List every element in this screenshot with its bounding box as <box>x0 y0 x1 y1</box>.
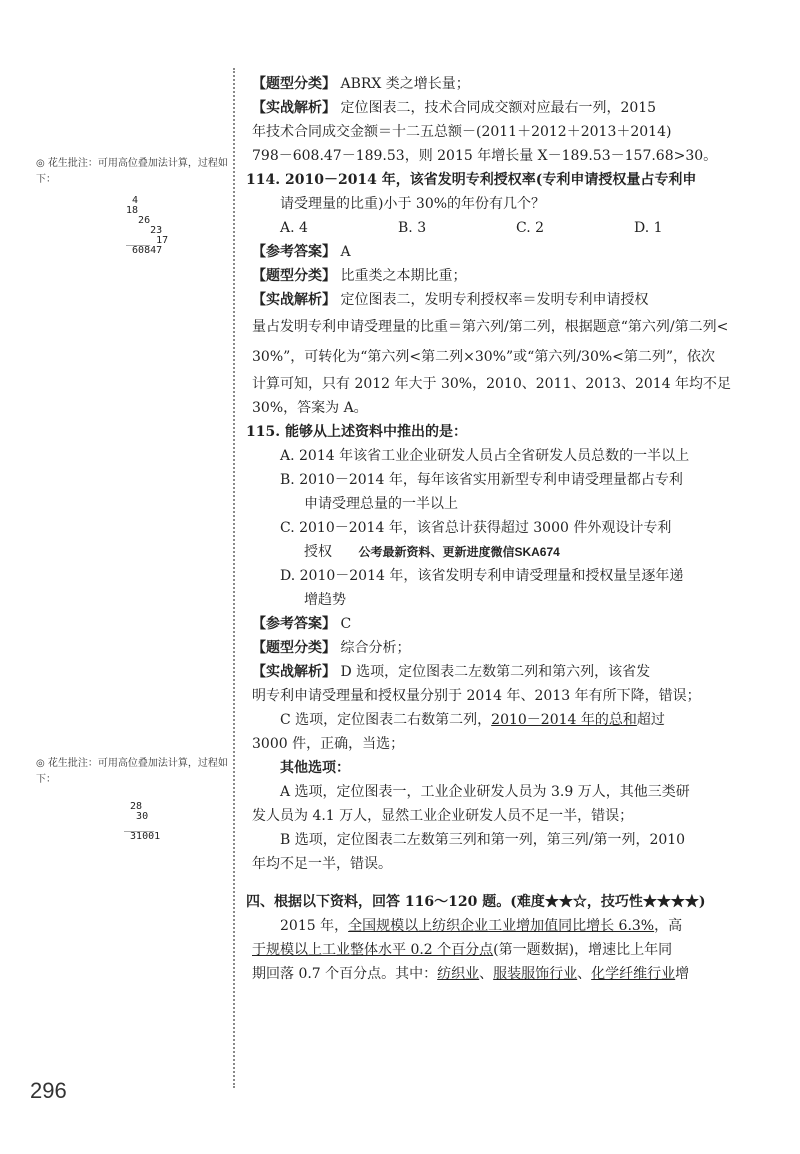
option-d: D. 1 <box>634 220 663 236</box>
analysis-c: C 选项，定位图表二右数第二列，2010－2014 年的总和超过 <box>280 712 665 728</box>
sidenote-calc-1: 4 18 26 23 ____ 17 60847 <box>126 195 169 256</box>
q113-analysis <box>252 96 772 120</box>
analysis-line: 计算可知，只有 2012 年大于 30%，2010、2011、2013、2014 年均不足 <box>252 376 732 392</box>
question-text: 能够从上述资料中推出的是： <box>284 424 467 440</box>
option-b: B. 3 <box>398 220 427 236</box>
option-b-cont: 申请受理总量的一半以上 <box>304 496 458 512</box>
material-line: 期回落 0.7 个百分点。其中：纺织业、服装服饰行业、化学纤维行业增 <box>252 966 690 982</box>
type-text: 比重类之本期比重； <box>340 268 467 284</box>
sidenote-label: ◎ 花生批注：可用高位叠加法计算，过程如下： <box>36 758 228 785</box>
option-d-cont: 增趋势 <box>304 592 346 608</box>
material-line: 2015 年，全国规模以上纺织企业工业增加值同比增长 6.3%，高 <box>280 918 683 934</box>
question-number: 115. <box>246 424 281 440</box>
analysis-tag: 【实战解析】 <box>252 292 336 308</box>
answer-tag: 【参考答案】 <box>252 244 336 260</box>
analysis-line: 年技术合同成交金额＝十二五总额－(2011＋2012＋2013＋2014) <box>252 124 672 140</box>
underlined-text: 2010－2014 年的总和 <box>491 712 637 728</box>
analysis-line: 30%”，可转化为“第六列<第二列×30%”或“第六列/30%<第二列”，依次 <box>252 349 716 365</box>
q114-type <box>252 264 772 288</box>
underlined-text: 全国规模以上纺织企业工业增加值同比增长 6.3% <box>348 918 655 934</box>
analysis-line: 30%，答案为 A。 <box>252 400 368 416</box>
sidenote-label: ◎ 花生批注：可用高位叠加法计算，过程如下： <box>36 158 228 185</box>
analysis-line: 798－608.47－189.53，则 2015 年增长量 X－189.53－157.68>30。 <box>252 148 718 164</box>
q114-stem <box>246 168 772 192</box>
question-text: 2010－2014 年，该省发明专利授权率(专利申请授权量占专利申 <box>284 172 697 188</box>
other-options-title: 其他选项： <box>280 760 350 776</box>
analysis-line: 定位图表二，技术合同成交额对应最右一列，2015 <box>340 100 657 116</box>
q115-stem <box>246 420 772 444</box>
sidenote-2 <box>0 756 232 788</box>
analysis-tag: 【实战解析】 <box>252 100 336 116</box>
analysis-tag: 【实战解析】 <box>252 664 336 680</box>
other-option-a-cont: 发人员为 4.1 万人，显然工业企业研发人员不足一半，错误； <box>252 808 634 824</box>
option-c: C. 2010－2014 年，该省总计获得超过 3000 件外观设计专利 <box>280 520 672 536</box>
q115-answer <box>252 612 772 636</box>
q115-type <box>252 636 772 660</box>
underlined-text: 于规模以上工业整体水平 0.2 个百分点 <box>252 942 494 958</box>
material-line: 于规模以上工业整体水平 0.2 个百分点(第一题数据)，增速比上年同 <box>252 942 673 958</box>
analysis-line: D 选项，定位图表二左数第二列和第六列，该省发 <box>340 664 651 680</box>
type-tag: 【题型分类】 <box>252 640 336 656</box>
q113-type <box>252 72 772 96</box>
answer-value: C <box>340 616 352 632</box>
option-a: A. 2014 年该省工业企业研发人员占全省研发人员总数的一半以上 <box>280 448 690 464</box>
type-text: ABRX 类之增长量； <box>340 76 470 92</box>
analysis-line: 定位图表二，发明专利授权率＝发明专利申请授权 <box>340 292 649 308</box>
q114-answer <box>252 240 772 264</box>
watermark-text: 公考最新资料、更新进度微信SKA674 <box>358 545 560 559</box>
option-d: D. 2010－2014 年，该省发明专利申请受理量和授权量呈逐年递 <box>280 568 684 584</box>
answer-value: A <box>340 244 351 260</box>
other-option-b-cont: 年均不足一半，错误。 <box>252 856 392 872</box>
option-c-cont: 授权 公考最新资料、更新进度微信SKA674 <box>304 544 560 560</box>
sidenote-1 <box>0 156 232 188</box>
option-c: C. 2 <box>516 220 545 236</box>
type-tag: 【题型分类】 <box>252 268 336 284</box>
q114-analysis <box>252 288 772 312</box>
other-option-b: B 选项，定位图表二左数第三列和第一列，第三列/第一列，2010 <box>280 832 686 848</box>
question-text: 请受理量的比重)小于 30%的年份有几个？ <box>280 196 546 212</box>
type-tag: 【题型分类】 <box>252 76 336 92</box>
answer-tag: 【参考答案】 <box>252 616 336 632</box>
section-heading: 四、根据以下资料，回答 116～120 题。(难度★★☆，技巧性★★★★) <box>246 894 706 910</box>
option-b: B. 2010－2014 年，每年该省实用新型专利申请受理量都占专利 <box>280 472 683 488</box>
analysis-line: 3000 件，正确，当选； <box>252 736 405 752</box>
q114-options <box>252 216 772 240</box>
page-number: 296 <box>30 1078 67 1103</box>
analysis-line: 量占发明专利申请受理量的比重＝第六列/第二列，根据题意“第六列/第二列< <box>252 319 729 335</box>
analysis-line: 明专利申请受理量和授权量分别于 2014 年、2013 年有所下降，错误； <box>252 688 701 704</box>
margin-divider <box>233 68 235 1088</box>
sidenote-calc-2: 28 30 _____ 31001 <box>124 801 161 842</box>
main-column <box>246 72 772 986</box>
q115-analysis <box>252 660 772 684</box>
question-number: 114. <box>246 172 281 188</box>
option-a: A. 4 <box>280 220 308 236</box>
other-option-a: A 选项，定位图表一，工业企业研发人员为 3.9 万人，其他三类研 <box>280 784 690 800</box>
type-text: 综合分析； <box>340 640 411 656</box>
